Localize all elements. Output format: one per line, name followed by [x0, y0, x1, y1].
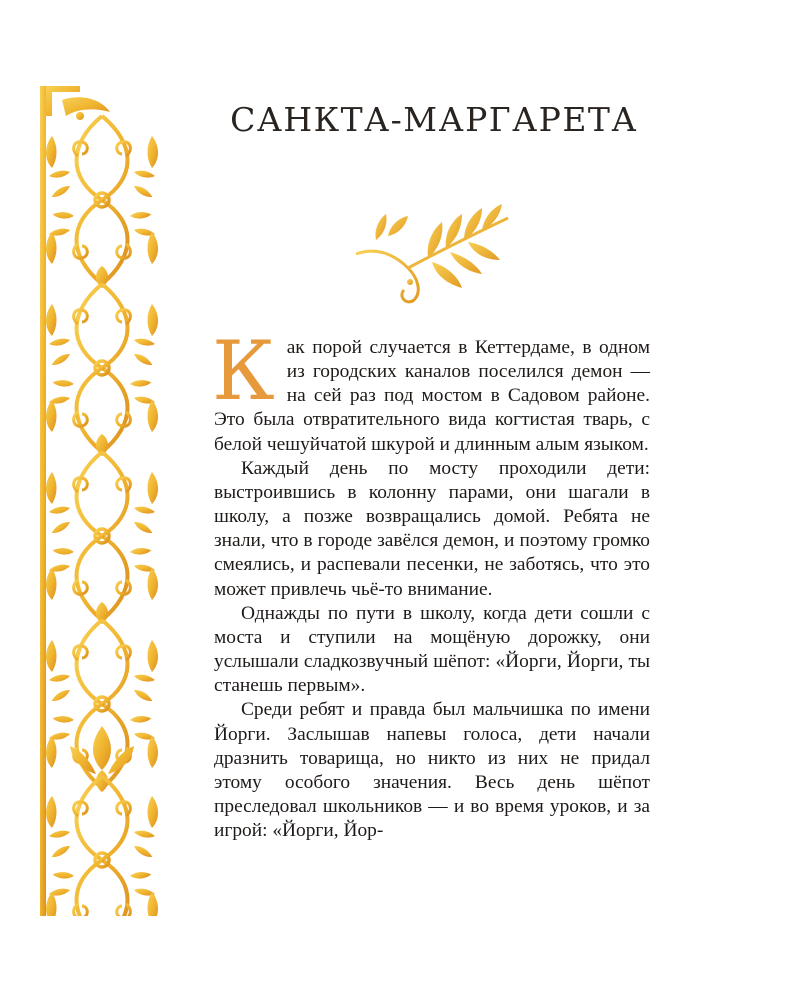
paragraph-1	[212, 325, 650, 457]
paragraph-2: Каждый день по мосту проходили дети: выстроившись в колонну парами, они шагали в школу, а позже возвращались домой. Ребята не знали, что в городе завёлся демон, и поэтому громко смеялись, и распевали песенки, не заботясь, что это может привлечь чьё-то внимание.	[214, 457, 650, 600]
laurel-sprig-ornament	[348, 196, 520, 308]
page-title: САНКТА-МАРГАРЕТА	[230, 100, 638, 139]
paragraph-3: Однажды по пути в школу, когда дети сошли с моста и ступили на мощёную дорожку, они услышали сладкозвучный шёпот: «Йорги, Йорги, ты станешь первым».	[214, 602, 650, 697]
paragraph-1-text: ак порой случается в Кеттердаме, в одном из городских каналов поселился демон — на сей раз под мостом в Садовом районе. Это была отвратительного вида когтистая тварь, с белой чешуйчатой шкурой и длинным алым языком.	[214, 337, 650, 455]
paragraph-4: Среди ребят и правда был мальчишка по имени Йорги. Заслышав напевы голоса, дети начали дразнить товарища, но никто из них не придал этому особого значения. Весь день шёпот преследовал школьников — и во время уроков, и за игрой: «Йорги, Йор-	[214, 699, 650, 842]
drop-cap: К	[212, 325, 275, 419]
body-text	[212, 325, 650, 843]
floral-border-ornament	[40, 86, 164, 916]
